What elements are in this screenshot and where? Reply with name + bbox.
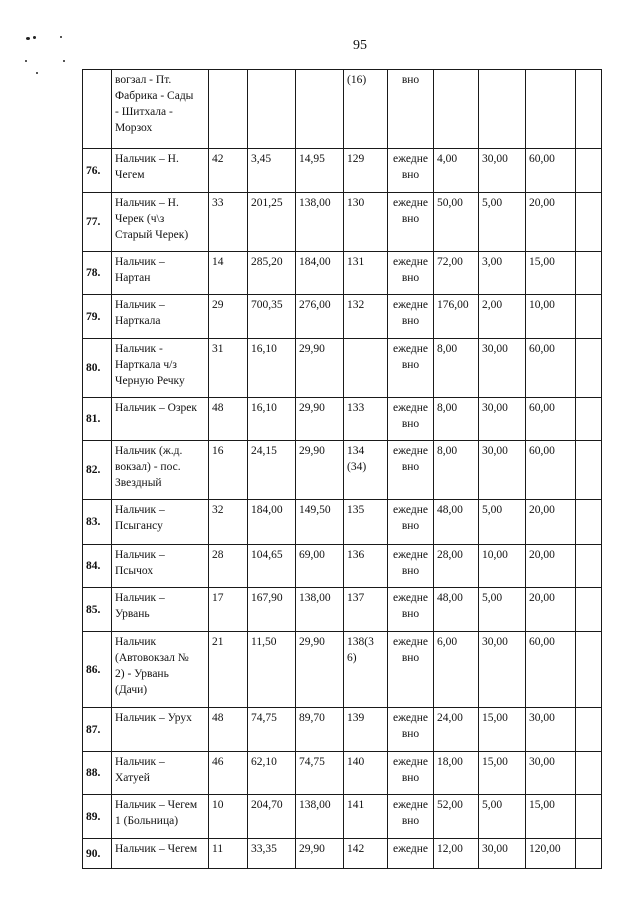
table-row xyxy=(83,632,602,708)
frequency-cell-line: ежедне xyxy=(393,343,428,355)
route-cell-line: Черную Речку xyxy=(115,375,185,387)
route-cell xyxy=(112,588,209,632)
value-1-cell xyxy=(434,70,479,149)
route-number-cell xyxy=(344,193,388,252)
value-3-cell: 10,00 xyxy=(526,295,576,339)
frequency-cell-line: ежедне xyxy=(393,504,428,516)
route-cell-line: Морзох xyxy=(115,122,153,134)
route-cell-line: Псыгансу xyxy=(115,520,163,532)
route-number-cell xyxy=(344,752,388,795)
frequency-cell xyxy=(388,441,434,500)
table-row xyxy=(83,339,602,398)
value-1-cell: 176,00 xyxy=(434,295,479,339)
route-cell-line: 1 (Больница) xyxy=(115,815,179,827)
frequency-cell-line: вно xyxy=(401,461,420,473)
table-body xyxy=(83,70,602,869)
tariff-a-cell: 104,65 xyxy=(248,545,296,588)
value-2-cell: 30,00 xyxy=(479,149,526,193)
value-2-cell: 15,00 xyxy=(479,708,526,752)
route-number-cell-line: 132 xyxy=(347,299,365,311)
value-3-cell: 60,00 xyxy=(526,632,576,708)
row-number-cell xyxy=(83,70,112,149)
table-row xyxy=(83,708,602,752)
value-3-cell: 20,00 xyxy=(526,500,576,545)
route-number-cell xyxy=(344,588,388,632)
route-cell-line: Нальчик (ж.д. xyxy=(115,445,183,457)
note-cell xyxy=(576,545,602,588)
route-cell-line: вогзал - Пт. xyxy=(115,74,172,86)
route-number-cell-line: 142 xyxy=(347,843,365,855)
tariff-b-cell: 149,50 xyxy=(296,500,344,545)
row-number-cell: 82. xyxy=(83,441,112,500)
value-1-cell: 72,00 xyxy=(434,252,479,295)
route-number-cell-line: (34) xyxy=(347,461,367,473)
note-cell xyxy=(576,500,602,545)
frequency-cell-line: ежедне xyxy=(393,756,428,768)
route-cell xyxy=(112,252,209,295)
tariff-b-cell: 184,00 xyxy=(296,252,344,295)
route-cell-line: Нальчик xyxy=(115,636,157,648)
tariff-a-cell: 700,35 xyxy=(248,295,296,339)
frequency-cell-line: ежедне xyxy=(393,256,428,268)
row-number-cell: 86. xyxy=(83,632,112,708)
scan-mark xyxy=(33,36,36,39)
route-number-cell-line: 138(3 xyxy=(347,636,374,648)
route-cell xyxy=(112,295,209,339)
scan-mark xyxy=(63,60,65,62)
frequency-cell xyxy=(388,193,434,252)
distance-cell: 16 xyxy=(209,441,248,500)
frequency-cell xyxy=(388,632,434,708)
frequency-cell xyxy=(388,500,434,545)
table-row xyxy=(83,588,602,632)
route-number-cell xyxy=(344,295,388,339)
scan-mark xyxy=(25,60,27,62)
row-number-cell: 81. xyxy=(83,398,112,441)
table-row xyxy=(83,441,602,500)
route-cell-line: Чегем xyxy=(115,169,145,181)
distance-cell: 31 xyxy=(209,339,248,398)
frequency-cell-line: ежедне xyxy=(393,592,428,604)
value-3-cell: 60,00 xyxy=(526,398,576,441)
frequency-cell-line: вно xyxy=(401,213,420,225)
tariff-a-cell: 33,35 xyxy=(248,839,296,869)
distance-cell: 42 xyxy=(209,149,248,193)
tariff-b-cell xyxy=(296,70,344,149)
table-row xyxy=(83,70,602,149)
frequency-cell xyxy=(388,795,434,839)
route-number-cell xyxy=(344,441,388,500)
route-cell xyxy=(112,339,209,398)
row-number-cell: 88. xyxy=(83,752,112,795)
route-cell-line: Урвань xyxy=(115,608,150,620)
tariff-b-cell: 138,00 xyxy=(296,795,344,839)
row-number-cell: 78. xyxy=(83,252,112,295)
route-cell-line: Звездный xyxy=(115,477,162,489)
route-number-cell xyxy=(344,632,388,708)
scan-mark xyxy=(60,36,62,38)
value-1-cell: 4,00 xyxy=(434,149,479,193)
route-number-cell xyxy=(344,839,388,869)
tariff-a-cell: 3,45 xyxy=(248,149,296,193)
route-cell-line: Нальчик – xyxy=(115,549,165,561)
frequency-cell xyxy=(388,839,434,869)
value-1-cell: 52,00 xyxy=(434,795,479,839)
route-cell-line: Нальчик – Чегем xyxy=(115,799,198,811)
route-cell-line: Нальчик – Н. xyxy=(115,197,179,209)
frequency-cell xyxy=(388,398,434,441)
distance-cell: 21 xyxy=(209,632,248,708)
tariff-a-cell: 167,90 xyxy=(248,588,296,632)
tariff-a-cell: 16,10 xyxy=(248,339,296,398)
table-row xyxy=(83,398,602,441)
distance-cell: 32 xyxy=(209,500,248,545)
note-cell xyxy=(576,441,602,500)
note-cell xyxy=(576,708,602,752)
distance-cell: 17 xyxy=(209,588,248,632)
value-3-cell: 30,00 xyxy=(526,708,576,752)
tariff-a-cell: 16,10 xyxy=(248,398,296,441)
note-cell xyxy=(576,795,602,839)
route-cell-line: Нальчик - xyxy=(115,343,163,355)
route-cell-line: Нальчик – xyxy=(115,504,165,516)
note-cell xyxy=(576,839,602,869)
route-cell xyxy=(112,752,209,795)
frequency-cell xyxy=(388,149,434,193)
frequency-cell-line: вно xyxy=(401,565,420,577)
frequency-cell-line: ежедне xyxy=(393,445,428,457)
route-number-cell-line: (16) xyxy=(347,74,367,86)
note-cell xyxy=(576,149,602,193)
route-cell-line: - Шитхала - xyxy=(115,106,173,118)
route-cell-line: Нальчик – xyxy=(115,756,165,768)
value-2-cell: 5,00 xyxy=(479,193,526,252)
route-cell xyxy=(112,839,209,869)
frequency-cell xyxy=(388,339,434,398)
row-number-cell: 90. xyxy=(83,839,112,869)
table-row xyxy=(83,295,602,339)
value-1-cell: 48,00 xyxy=(434,500,479,545)
route-cell-line: Хатуей xyxy=(115,772,150,784)
route-cell xyxy=(112,632,209,708)
distance-cell: 29 xyxy=(209,295,248,339)
scan-mark xyxy=(26,37,30,40)
table-row xyxy=(83,752,602,795)
row-number-cell: 77. xyxy=(83,193,112,252)
route-cell xyxy=(112,70,209,149)
value-1-cell: 8,00 xyxy=(434,441,479,500)
tariff-a-cell: 62,10 xyxy=(248,752,296,795)
frequency-cell xyxy=(388,588,434,632)
route-cell-line: (Автовокзал № xyxy=(115,652,189,664)
route-number-cell xyxy=(344,339,388,398)
note-cell xyxy=(576,632,602,708)
frequency-cell-line: вно xyxy=(401,359,420,371)
value-2-cell: 5,00 xyxy=(479,500,526,545)
frequency-cell-line: ежедне xyxy=(393,799,428,811)
route-cell xyxy=(112,795,209,839)
tariff-a-cell: 11,50 xyxy=(248,632,296,708)
note-cell xyxy=(576,752,602,795)
route-number-cell-line: 137 xyxy=(347,592,365,604)
frequency-cell-line: ежедне xyxy=(393,197,428,209)
scan-mark xyxy=(36,72,38,74)
tariff-a-cell: 201,25 xyxy=(248,193,296,252)
route-cell-line: Нальчик – xyxy=(115,299,165,311)
value-2-cell: 30,00 xyxy=(479,632,526,708)
value-2-cell: 5,00 xyxy=(479,795,526,839)
value-3-cell: 120,00 xyxy=(526,839,576,869)
distance-cell: 46 xyxy=(209,752,248,795)
route-cell-line: Нальчик – Урух xyxy=(115,712,192,724)
route-cell-line: Фабрика - Сады xyxy=(115,90,194,102)
value-3-cell: 60,00 xyxy=(526,441,576,500)
route-number-cell-line: 136 xyxy=(347,549,365,561)
frequency-cell-line: ежедне xyxy=(393,549,428,561)
note-cell xyxy=(576,252,602,295)
route-cell-line: Нарткала xyxy=(115,315,161,327)
value-3-cell: 20,00 xyxy=(526,588,576,632)
frequency-cell-line: вно xyxy=(401,74,420,86)
route-number-cell-line: 140 xyxy=(347,756,365,768)
distance-cell: 33 xyxy=(209,193,248,252)
frequency-cell-line: ежедне xyxy=(393,636,428,648)
distance-cell: 14 xyxy=(209,252,248,295)
distance-cell: 10 xyxy=(209,795,248,839)
value-3-cell: 60,00 xyxy=(526,339,576,398)
route-cell xyxy=(112,500,209,545)
frequency-cell-line: вно xyxy=(401,652,420,664)
value-3-cell: 60,00 xyxy=(526,149,576,193)
tariff-b-cell: 74,75 xyxy=(296,752,344,795)
route-cell-line: Старый Черек) xyxy=(115,229,189,241)
frequency-cell-line: вно xyxy=(401,315,420,327)
value-2-cell: 2,00 xyxy=(479,295,526,339)
route-number-cell-line: 131 xyxy=(347,256,365,268)
route-cell-line: 2) - Урвань xyxy=(115,668,169,680)
value-2-cell xyxy=(479,70,526,149)
frequency-cell-line: ежедне xyxy=(393,402,428,414)
tariff-b-cell: 29,90 xyxy=(296,441,344,500)
frequency-cell-line: ежедне xyxy=(393,299,428,311)
route-number-cell xyxy=(344,545,388,588)
route-number-cell xyxy=(344,795,388,839)
route-cell-line: Нальчик – Озрек xyxy=(115,402,197,414)
distance-cell: 48 xyxy=(209,708,248,752)
distance-cell: 11 xyxy=(209,839,248,869)
value-2-cell: 30,00 xyxy=(479,441,526,500)
table-row xyxy=(83,149,602,193)
route-cell-line: Псычох xyxy=(115,565,154,577)
route-number-cell-line: 133 xyxy=(347,402,365,414)
distance-cell: 48 xyxy=(209,398,248,441)
table-row xyxy=(83,545,602,588)
frequency-cell-line: ежедне xyxy=(393,712,428,724)
value-3-cell: 20,00 xyxy=(526,193,576,252)
value-2-cell: 5,00 xyxy=(479,588,526,632)
route-cell xyxy=(112,545,209,588)
frequency-cell xyxy=(388,70,434,149)
tariff-b-cell: 69,00 xyxy=(296,545,344,588)
value-2-cell: 15,00 xyxy=(479,752,526,795)
row-number-cell: 76. xyxy=(83,149,112,193)
row-number-cell: 80. xyxy=(83,339,112,398)
value-2-cell: 3,00 xyxy=(479,252,526,295)
tariff-b-cell: 29,90 xyxy=(296,398,344,441)
value-1-cell: 12,00 xyxy=(434,839,479,869)
route-number-cell xyxy=(344,708,388,752)
row-number-cell: 89. xyxy=(83,795,112,839)
value-3-cell: 20,00 xyxy=(526,545,576,588)
value-2-cell: 30,00 xyxy=(479,839,526,869)
tariff-b-cell: 276,00 xyxy=(296,295,344,339)
tariff-a-cell: 184,00 xyxy=(248,500,296,545)
table-row xyxy=(83,795,602,839)
route-number-cell-line: 135 xyxy=(347,504,365,516)
route-cell-line: Нальчик – Чегем xyxy=(115,843,198,855)
route-number-cell xyxy=(344,70,388,149)
table-row xyxy=(83,252,602,295)
value-3-cell: 30,00 xyxy=(526,752,576,795)
frequency-cell xyxy=(388,295,434,339)
tariff-b-cell: 29,90 xyxy=(296,339,344,398)
route-number-cell-line: 130 xyxy=(347,197,365,209)
tariff-b-cell: 29,90 xyxy=(296,839,344,869)
route-cell-line: Нарткала ч/з xyxy=(115,359,177,371)
distance-cell: 28 xyxy=(209,545,248,588)
route-cell-line: Нартан xyxy=(115,272,151,284)
routes-table xyxy=(82,69,602,869)
tariff-b-cell: 138,00 xyxy=(296,588,344,632)
frequency-cell-line: вно xyxy=(401,608,420,620)
page-number: 95 xyxy=(353,38,367,53)
value-2-cell: 30,00 xyxy=(479,339,526,398)
frequency-cell xyxy=(388,545,434,588)
route-number-cell-line: 141 xyxy=(347,799,365,811)
tariff-b-cell: 138,00 xyxy=(296,193,344,252)
frequency-cell-line: вно xyxy=(401,815,420,827)
tariff-a-cell xyxy=(248,70,296,149)
tariff-a-cell: 204,70 xyxy=(248,795,296,839)
frequency-cell-line: ежедне xyxy=(393,843,428,855)
row-number-cell: 83. xyxy=(83,500,112,545)
row-number-cell: 87. xyxy=(83,708,112,752)
note-cell xyxy=(576,339,602,398)
route-cell xyxy=(112,398,209,441)
value-1-cell: 18,00 xyxy=(434,752,479,795)
value-3-cell xyxy=(526,70,576,149)
route-number-cell-line: 134 xyxy=(347,445,365,457)
route-cell-line: Нальчик – Н. xyxy=(115,153,179,165)
value-2-cell: 30,00 xyxy=(479,398,526,441)
frequency-cell xyxy=(388,252,434,295)
route-cell xyxy=(112,708,209,752)
table-row xyxy=(83,839,602,869)
route-number-cell-line: 129 xyxy=(347,153,365,165)
frequency-cell-line: вно xyxy=(401,418,420,430)
note-cell xyxy=(576,398,602,441)
value-3-cell: 15,00 xyxy=(526,795,576,839)
tariff-a-cell: 285,20 xyxy=(248,252,296,295)
tariff-b-cell: 14,95 xyxy=(296,149,344,193)
route-cell-line: Черек (ч\з xyxy=(115,213,165,225)
route-cell-line: вокзал) - пос. xyxy=(115,461,181,473)
route-number-cell-line: 6) xyxy=(347,652,357,664)
route-number-cell xyxy=(344,149,388,193)
note-cell xyxy=(576,588,602,632)
route-number-cell xyxy=(344,252,388,295)
frequency-cell-line: вно xyxy=(401,772,420,784)
distance-cell xyxy=(209,70,248,149)
route-number-cell xyxy=(344,398,388,441)
route-cell-line: Нальчик – xyxy=(115,592,165,604)
frequency-cell-line: вно xyxy=(401,169,420,181)
value-1-cell: 6,00 xyxy=(434,632,479,708)
value-1-cell: 50,00 xyxy=(434,193,479,252)
note-cell xyxy=(576,193,602,252)
route-cell xyxy=(112,149,209,193)
route-cell-line: Нальчик – xyxy=(115,256,165,268)
route-number-cell-line: 139 xyxy=(347,712,365,724)
route-cell xyxy=(112,441,209,500)
route-cell xyxy=(112,193,209,252)
row-number-cell: 84. xyxy=(83,545,112,588)
table-row xyxy=(83,193,602,252)
frequency-cell-line: ежедне xyxy=(393,153,428,165)
value-2-cell: 10,00 xyxy=(479,545,526,588)
value-1-cell: 24,00 xyxy=(434,708,479,752)
tariff-b-cell: 89,70 xyxy=(296,708,344,752)
value-1-cell: 48,00 xyxy=(434,588,479,632)
frequency-cell xyxy=(388,752,434,795)
note-cell xyxy=(576,70,602,149)
route-cell-line: (Дачи) xyxy=(115,684,148,696)
value-1-cell: 28,00 xyxy=(434,545,479,588)
table-row xyxy=(83,500,602,545)
route-number-cell xyxy=(344,500,388,545)
value-3-cell: 15,00 xyxy=(526,252,576,295)
tariff-a-cell: 24,15 xyxy=(248,441,296,500)
value-1-cell: 8,00 xyxy=(434,339,479,398)
row-number-cell: 85. xyxy=(83,588,112,632)
tariff-a-cell: 74,75 xyxy=(248,708,296,752)
row-number-cell: 79. xyxy=(83,295,112,339)
frequency-cell xyxy=(388,708,434,752)
frequency-cell-line: вно xyxy=(401,272,420,284)
value-1-cell: 8,00 xyxy=(434,398,479,441)
note-cell xyxy=(576,295,602,339)
tariff-b-cell: 29,90 xyxy=(296,632,344,708)
frequency-cell-line: вно xyxy=(401,520,420,532)
frequency-cell-line: вно xyxy=(401,728,420,740)
